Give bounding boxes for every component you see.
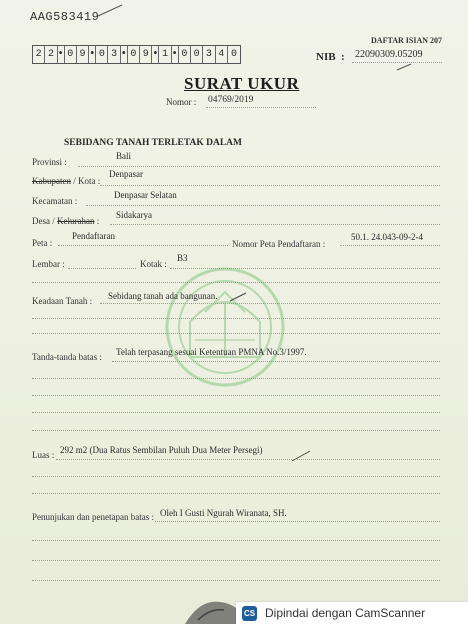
code-box-cell: 0 xyxy=(128,46,140,63)
nib-value: 22090309.05209 xyxy=(355,49,423,60)
kabupaten-label xyxy=(32,176,100,186)
code-box-cell: • xyxy=(58,46,65,63)
code-box-cell: 3 xyxy=(108,46,120,63)
code-box-cell: • xyxy=(121,46,128,63)
nomor-label: Nomor : xyxy=(166,97,197,107)
code-box-cell: 9 xyxy=(140,46,152,63)
pen-stroke-icon xyxy=(290,448,314,464)
nomor-peta-label: Nomor Peta Pendaftaran : xyxy=(232,239,326,249)
kotak-value: B3 xyxy=(177,253,188,263)
luas-value: 292 m2 (Dua Ratus Sembilan Puluh Dua Meter Persegi) xyxy=(60,445,263,455)
peta-value: Pendaftaran xyxy=(72,231,115,241)
document-serial: AAG583419 xyxy=(30,10,100,24)
keadaan-value: Sebidang tanah ada bangunan. xyxy=(108,291,218,301)
tanda-batas-label: Tanda-tanda batas : xyxy=(32,352,102,362)
camscanner-text: Dipindai dengan CamScanner xyxy=(265,606,426,620)
kecamatan-label: Kecamatan : xyxy=(32,196,78,206)
code-box-cell: 2 xyxy=(33,46,45,63)
code-box-cell: 1 xyxy=(159,46,171,63)
pen-stroke-icon xyxy=(96,2,126,20)
penunjukan-label: Penunjukan dan penetapan batas : xyxy=(32,512,154,522)
nomor-peta-value: 50.1. 24.043-09-2-4 xyxy=(351,232,423,242)
section-heading: SEBIDANG TANAH TERLETAK DALAM xyxy=(64,138,242,148)
keadaan-label: Keadaan Tanah : xyxy=(32,296,93,306)
kecamatan-value: Denpasar Selatan xyxy=(114,190,177,200)
desa-label-prefix: Desa / xyxy=(32,216,57,226)
kotak-label: Kotak : xyxy=(140,259,167,269)
code-box-cell: • xyxy=(89,46,96,63)
tanda-batas-value: Telah terpasang sesuai Ketentuan PMNA No.3/1997. xyxy=(116,347,307,357)
code-box-cell: 0 xyxy=(231,49,238,60)
nib-label: NIB xyxy=(316,51,336,63)
code-box-cell: 0 xyxy=(179,46,191,63)
parcel-code-boxes xyxy=(32,45,241,64)
desa-label-suffix: : xyxy=(94,216,100,226)
peta-label: Peta : xyxy=(32,238,53,248)
kabupaten-value: Denpasar xyxy=(109,169,143,179)
camscanner-watermark xyxy=(236,602,468,624)
desa-label xyxy=(32,216,99,226)
provinsi-label: Provinsi : xyxy=(32,157,67,167)
desa-label-strike: Kelurahan xyxy=(57,216,95,226)
pen-stroke-icon xyxy=(228,290,250,304)
code-box-cell: 0 xyxy=(191,46,203,63)
code-box-cell: • xyxy=(152,46,159,63)
desa-value: Sidakarya xyxy=(116,210,152,220)
kabupaten-label-rest: / Kota : xyxy=(70,176,101,186)
code-box-cell: 0 xyxy=(96,46,108,63)
form-code: DAFTAR ISIAN 207 xyxy=(371,36,442,45)
page-title: SURAT UKUR xyxy=(184,74,300,93)
provinsi-value: Bali xyxy=(116,151,131,161)
nomor-value: 04769/2019 xyxy=(208,95,254,105)
kabupaten-label-strike: Kabupaten xyxy=(32,176,71,186)
nib-colon: : xyxy=(341,51,345,63)
code-box-cell: 0 xyxy=(65,46,77,63)
pen-stroke-icon xyxy=(395,62,415,72)
penunjukan-value: Oleh I Gusti Ngurah Wiranata, SH. xyxy=(160,508,287,518)
code-box-cell: 4 xyxy=(216,46,228,63)
luas-label: Luas : xyxy=(32,450,55,460)
code-box-cell: • xyxy=(172,46,179,63)
code-box-cell: 3 xyxy=(203,46,215,63)
camscanner-logo-icon: CS xyxy=(242,606,257,621)
code-box-cell: 2 xyxy=(45,46,57,63)
lembar-label: Lembar : xyxy=(32,259,65,269)
code-box-cell: 9 xyxy=(77,46,89,63)
